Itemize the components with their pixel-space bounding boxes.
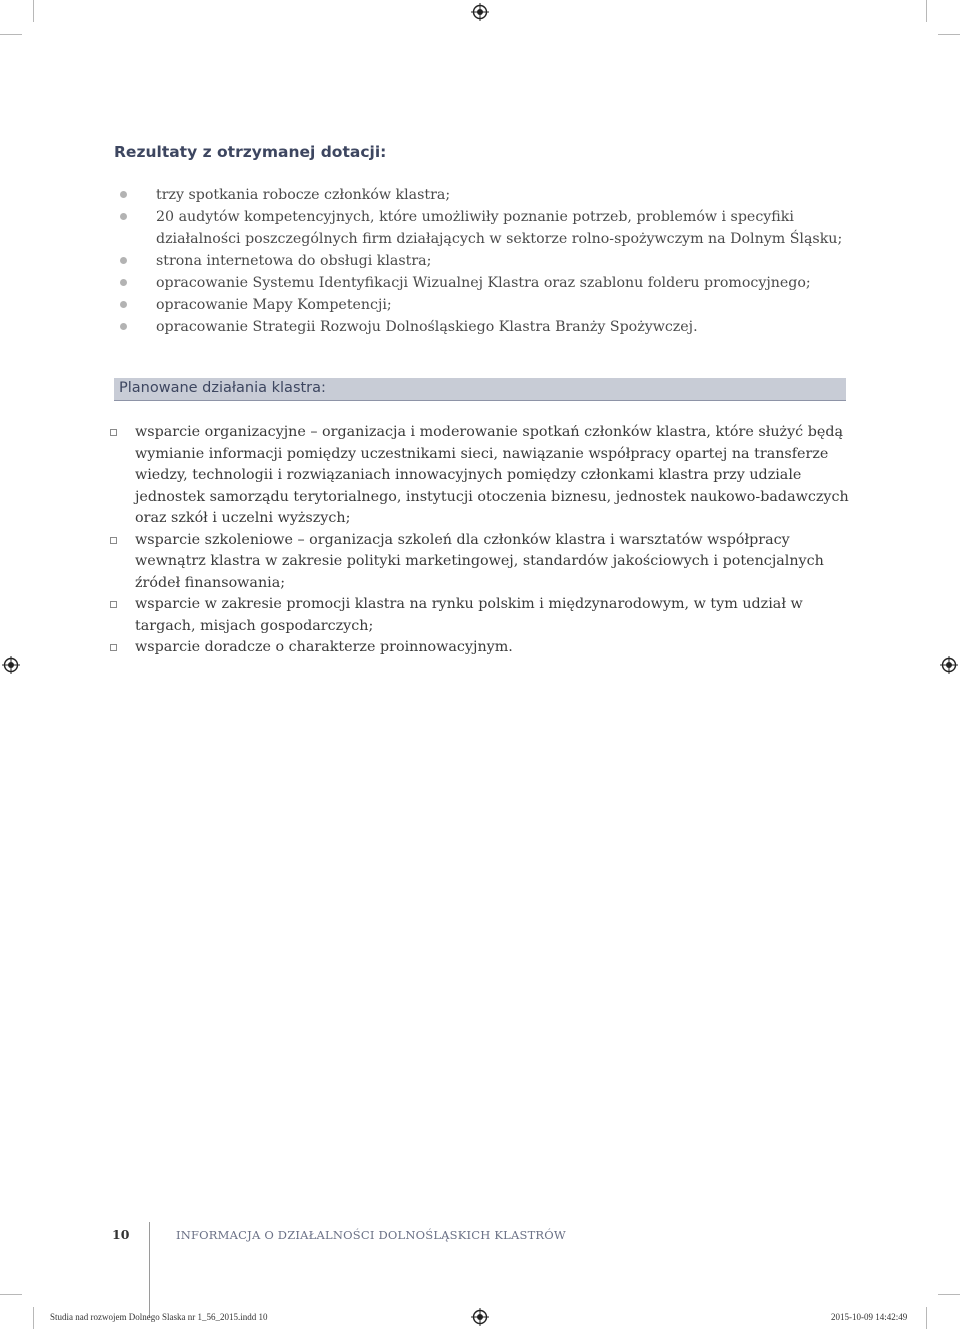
crop-mark: [33, 1307, 34, 1329]
list-item-text: 20 audytów kompetencyjnych, które umożliwiły poznanie potrzeb, problemów i specyfiki działalności poszczególnych firm działających w sektorze rolno-spożywczym na Dolnym Śląsku;: [156, 209, 843, 247]
crop-mark: [33, 0, 34, 22]
list-item: [110, 637, 850, 659]
slug-file: Studia nad rozwojem Dolnego Slaska nr 1_56_2015.indd 10: [50, 1312, 268, 1322]
registration-mark-icon: [2, 656, 20, 674]
list-item-text: opracowanie Systemu Identyfikacji Wizualnej Klastra oraz szablonu folderu promocyjnego;: [156, 275, 811, 291]
list-item-text: strona internetowa do obsługi klastra;: [156, 253, 432, 269]
list-item: [118, 250, 858, 272]
bullet-dot-icon: [120, 323, 127, 330]
crop-mark: [926, 0, 927, 22]
running-head: INFORMACJA O DZIAŁALNOŚCI DOLNOŚLĄSKICH KLASTRÓW: [176, 1228, 566, 1242]
page-title: Rezultaty z otrzymanej dotacji:: [114, 143, 387, 161]
crop-mark: [938, 1294, 960, 1295]
results-list: [118, 184, 858, 338]
page-number: 10: [112, 1227, 130, 1242]
list-item: [110, 594, 850, 637]
list-item-text: wsparcie doradcze o charakterze proinnowacyjnym.: [135, 639, 513, 655]
crop-mark: [926, 1307, 927, 1329]
list-item-text: opracowanie Strategii Rozwoju Dolnośląskiego Klastra Branży Spożywczej.: [156, 319, 698, 335]
slug-date: 2015-10-09 14:42:49: [831, 1312, 908, 1322]
list-item: [118, 184, 858, 206]
bullet-dot-icon: [120, 213, 127, 220]
registration-mark-icon: [471, 1308, 489, 1326]
list-item-text: wsparcie szkoleniowe – organizacja szkoleń dla członków klastra i warsztatów współpracy wewnątrz klastra w zakresie polityki marketingowej, standardów jakościowych i potencjalnych źródeł finansowania;: [135, 531, 824, 591]
list-item: [118, 272, 858, 294]
list-item: [110, 530, 850, 595]
bullet-square-icon: [110, 429, 117, 436]
bullet-dot-icon: [120, 279, 127, 286]
list-item-text: wsparcie w zakresie promocji klastra na rynku polskim i międzynarodowym, w tym udział w targach, misjach gospodarczych;: [135, 596, 803, 634]
list-item-text: trzy spotkania robocze członków klastra;: [156, 187, 451, 203]
list-item: [118, 206, 858, 250]
list-item-text: wsparcie organizacyjne – organizacja i moderowanie spotkań członków klastra, które służyć będą wymianie informacji pomiędzy uczestnikami sieci, nawiązanie współpracy opartej na transferze wiedzy, technologii i rozwiązaniach innowacyjnych pomiędzy członkami klastra przy udziale jednostek samorządu terytorialnego, instytucji otoczenia biznesu, jednostek naukowo-badawczych oraz szkół i uczelni wyższych;: [135, 424, 849, 526]
bullet-dot-icon: [120, 191, 127, 198]
footer-divider: [149, 1222, 150, 1318]
registration-mark-icon: [471, 3, 489, 21]
bullet-square-icon: [110, 644, 117, 651]
list-item: [110, 422, 850, 530]
section-header: [114, 378, 846, 401]
bullet-dot-icon: [120, 301, 127, 308]
bullet-square-icon: [110, 537, 117, 544]
crop-mark: [938, 34, 960, 35]
list-item: [118, 316, 858, 338]
list-item: [118, 294, 858, 316]
crop-mark: [0, 1294, 22, 1295]
section-title: Planowane działania klastra:: [119, 380, 326, 396]
crop-mark: [0, 34, 22, 35]
bullet-square-icon: [110, 601, 117, 608]
list-item-text: opracowanie Mapy Kompetencji;: [156, 297, 392, 313]
bullet-dot-icon: [120, 257, 127, 264]
registration-mark-icon: [940, 656, 958, 674]
actions-list: [110, 422, 850, 659]
